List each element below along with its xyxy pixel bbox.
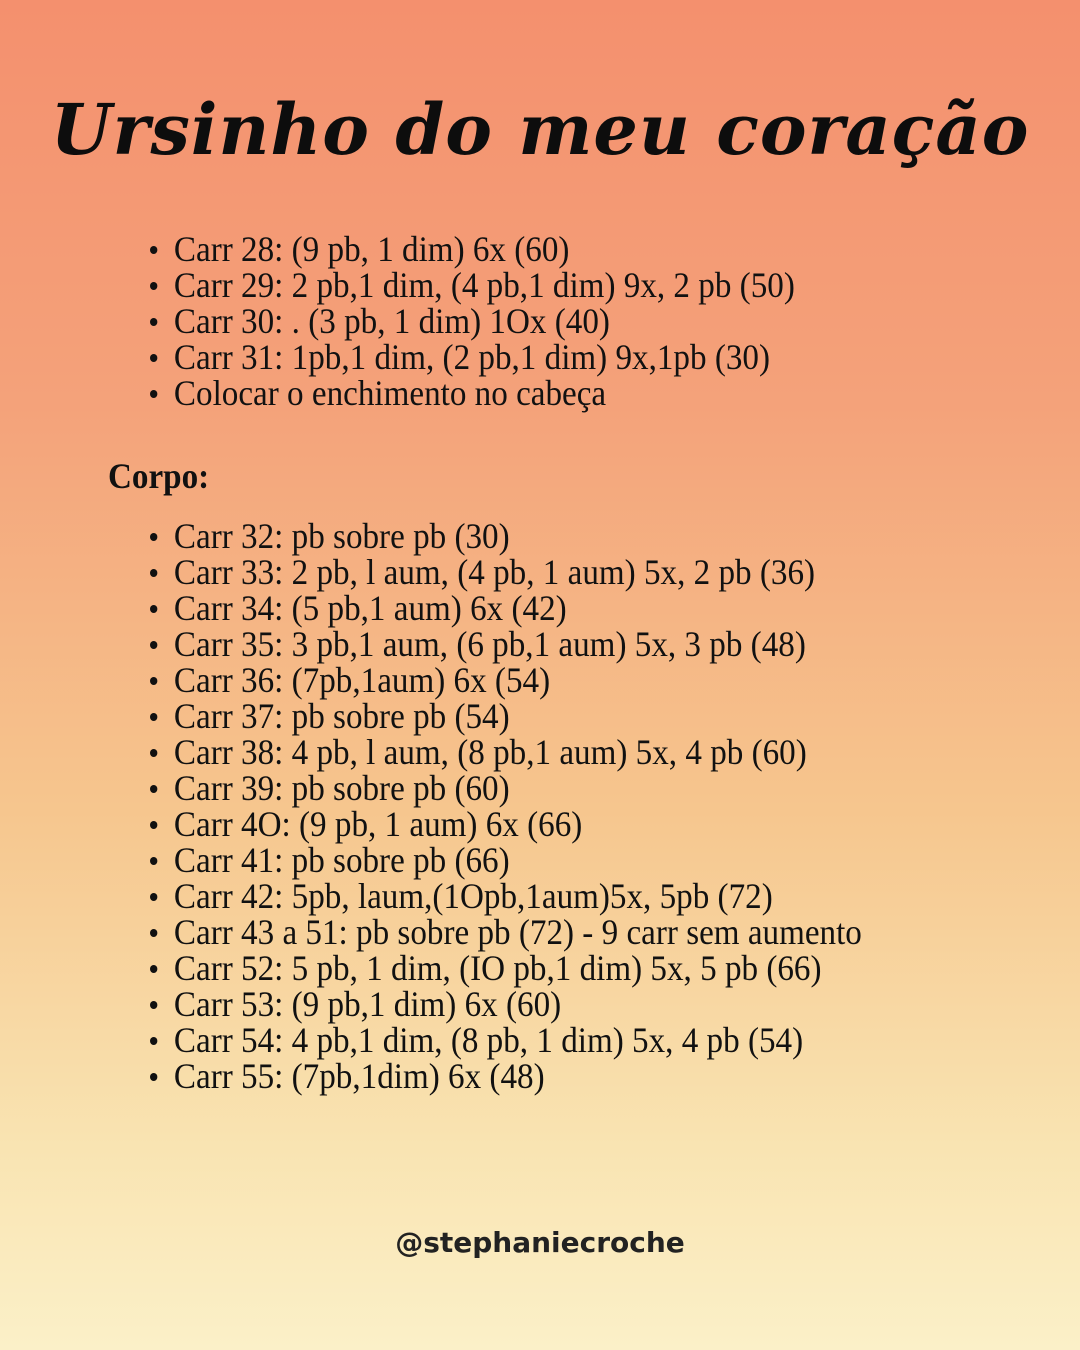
bullet-icon: [150, 390, 157, 398]
list-item-text: Carr 53: (9 pb,1 dim) 6x (60): [173, 984, 562, 1024]
list-item: [150, 626, 862, 662]
list-item: [150, 950, 862, 986]
list-item-text: Carr 43 a 51: pb sobre pb (72) - 9 carr sem aumento: [173, 912, 862, 952]
body-rows-list: [150, 518, 924, 1094]
bullet-icon: [150, 929, 157, 937]
list-item-text: Carr 28: (9 pb, 1 dim) 6x (60): [173, 229, 570, 269]
list-item-text: Carr 33: 2 pb, l aum, (4 pb, 1 aum) 5x, 2 pb (36): [173, 552, 816, 592]
list-item-text: Carr 55: (7pb,1dim) 6x (48): [173, 1056, 545, 1096]
list-item: [150, 231, 795, 267]
list-item: [150, 1022, 862, 1058]
head-rows-list: [150, 231, 851, 411]
bullet-icon: [150, 893, 157, 901]
list-item: [150, 554, 862, 590]
list-item-text: Carr 36: (7pb,1aum) 6x (54): [173, 660, 551, 700]
bullet-icon: [150, 533, 157, 541]
bullet-icon: [150, 641, 157, 649]
bullet-icon: [150, 246, 157, 254]
bullet-icon: [150, 1037, 157, 1045]
list-item-text: Carr 52: 5 pb, 1 dim, (IO pb,1 dim) 5x, 5 pb (66): [173, 948, 822, 988]
list-item: [150, 986, 862, 1022]
bullet-icon: [150, 1001, 157, 1009]
list-item-text: Carr 35: 3 pb,1 aum, (6 pb,1 aum) 5x, 3 pb (48): [173, 624, 806, 664]
bullet-icon: [150, 965, 157, 973]
section-title: Corpo:: [108, 456, 210, 496]
list-item-text: Colocar o enchimento no cabeça: [173, 373, 607, 413]
bullet-icon: [150, 749, 157, 757]
list-item: [150, 662, 862, 698]
list-item: [150, 303, 795, 339]
bullet-icon: [150, 821, 157, 829]
list-item-text: Carr 4O: (9 pb, 1 aum) 6x (66): [173, 804, 583, 844]
list-item: [150, 518, 862, 554]
bullet-icon: [150, 318, 157, 326]
list-item: [150, 590, 862, 626]
list-item: [150, 1058, 862, 1094]
author-handle: @stephaniecroche: [395, 1226, 685, 1259]
list-item: [150, 914, 862, 950]
list-item-text: Carr 29: 2 pb,1 dim, (4 pb,1 dim) 9x, 2 pb (50): [173, 265, 795, 305]
list-item: [150, 267, 795, 303]
list-item: [150, 842, 862, 878]
list-item-text: Carr 42: 5pb, laum,(1Opb,1aum)5x, 5pb (72): [173, 876, 773, 916]
list-item-text: Carr 34: (5 pb,1 aum) 6x (42): [173, 588, 567, 628]
list-item-text: Carr 30: . (3 pb, 1 dim) 1Ox (40): [173, 301, 610, 341]
bullet-icon: [150, 677, 157, 685]
bullet-icon: [150, 1073, 157, 1081]
list-item-text: Carr 38: 4 pb, l aum, (8 pb,1 aum) 5x, 4 pb (60): [173, 732, 807, 772]
bullet-icon: [150, 857, 157, 865]
bullet-icon: [150, 605, 157, 613]
bullet-icon: [150, 282, 157, 290]
list-item: [150, 770, 862, 806]
list-item-text: Carr 31: 1pb,1 dim, (2 pb,1 dim) 9x,1pb (30): [173, 337, 771, 377]
list-item-text: Carr 37: pb sobre pb (54): [173, 696, 510, 736]
bullet-icon: [150, 785, 157, 793]
list-item: [150, 698, 862, 734]
list-item: [150, 878, 862, 914]
bullet-icon: [150, 569, 157, 577]
list-item-text: Carr 41: pb sobre pb (66): [173, 840, 510, 880]
list-item: [150, 806, 862, 842]
list-item-text: Carr 39: pb sobre pb (60): [173, 768, 510, 808]
list-item-text: Carr 32: pb sobre pb (30): [173, 516, 510, 556]
bullet-icon: [150, 354, 157, 362]
list-item: [150, 375, 795, 411]
list-item: [150, 734, 862, 770]
page-title: Ursinho do meu coração: [50, 88, 1030, 171]
list-item-text: Carr 54: 4 pb,1 dim, (8 pb, 1 dim) 5x, 4 pb (54): [173, 1020, 804, 1060]
bullet-icon: [150, 713, 157, 721]
list-item: [150, 339, 795, 375]
